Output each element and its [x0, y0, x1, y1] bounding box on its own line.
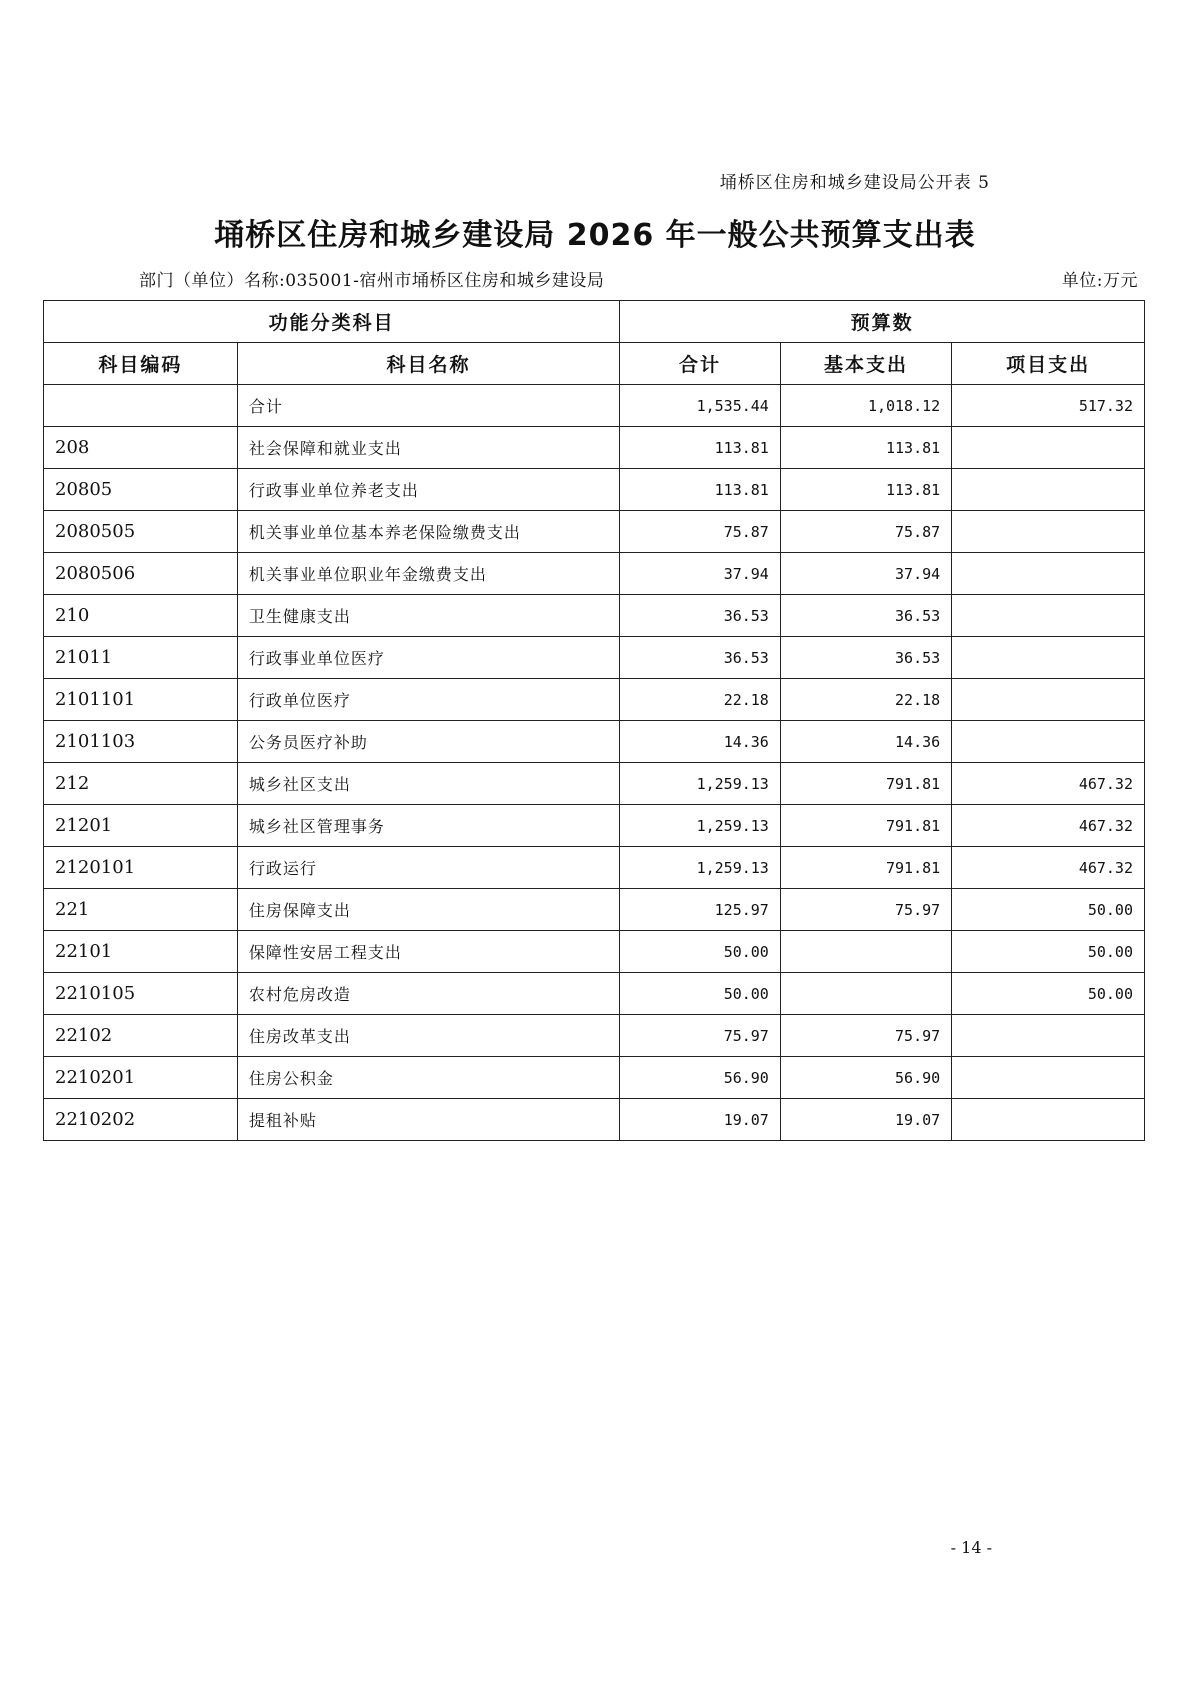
table-row: [44, 1099, 1145, 1141]
table-row: [44, 427, 1145, 469]
name-cell: 公务员医疗补助: [237, 721, 619, 763]
total-cell: 22.18: [620, 679, 781, 721]
code-cell: 20805: [44, 469, 238, 511]
total-cell: 14.36: [620, 721, 781, 763]
table-body: [44, 385, 1145, 1141]
total-column-header: 合计: [620, 343, 781, 385]
code-cell: 2101101: [44, 679, 238, 721]
basic-cell: 56.90: [780, 1057, 951, 1099]
code-cell: 2101103: [44, 721, 238, 763]
table-row: [44, 889, 1145, 931]
project-cell: [952, 1057, 1145, 1099]
table-row: [44, 637, 1145, 679]
column-header-row: [44, 343, 1145, 385]
name-cell: 提租补贴: [237, 1099, 619, 1141]
project-cell: [952, 553, 1145, 595]
code-cell: 21201: [44, 805, 238, 847]
code-cell: 212: [44, 763, 238, 805]
table-row: [44, 721, 1145, 763]
table-row: [44, 973, 1145, 1015]
name-cell: 住房公积金: [237, 1057, 619, 1099]
name-cell: 保障性安居工程支出: [237, 931, 619, 973]
budget-group-header: 预算数: [620, 301, 1145, 343]
total-cell: 113.81: [620, 427, 781, 469]
basic-cell: 113.81: [780, 427, 951, 469]
total-cell: 75.87: [620, 511, 781, 553]
project-cell: 50.00: [952, 931, 1145, 973]
basic-cell: [780, 931, 951, 973]
code-cell: 2210201: [44, 1057, 238, 1099]
code-cell: 221: [44, 889, 238, 931]
name-cell: 行政事业单位医疗: [237, 637, 619, 679]
project-cell: 467.32: [952, 805, 1145, 847]
total-cell: 125.97: [620, 889, 781, 931]
total-cell: 56.90: [620, 1057, 781, 1099]
name-cell: 城乡社区管理事务: [237, 805, 619, 847]
name-cell: 行政单位医疗: [237, 679, 619, 721]
name-cell: 住房保障支出: [237, 889, 619, 931]
name-cell: 卫生健康支出: [237, 595, 619, 637]
table-row: [44, 553, 1145, 595]
total-cell: 19.07: [620, 1099, 781, 1141]
project-cell: 517.32: [952, 385, 1145, 427]
code-cell: 22101: [44, 931, 238, 973]
project-cell: [952, 721, 1145, 763]
group-header-row: [44, 301, 1145, 343]
name-cell: 行政事业单位养老支出: [237, 469, 619, 511]
table-row: [44, 847, 1145, 889]
project-cell: [952, 1099, 1145, 1141]
code-cell: 2120101: [44, 847, 238, 889]
project-cell: [952, 469, 1145, 511]
name-cell: 合计: [237, 385, 619, 427]
basic-cell: 37.94: [780, 553, 951, 595]
code-cell: 2080505: [44, 511, 238, 553]
total-cell: 1,259.13: [620, 805, 781, 847]
basic-cell: 36.53: [780, 595, 951, 637]
project-cell: [952, 1015, 1145, 1057]
name-cell: 行政运行: [237, 847, 619, 889]
page-number: - 14 -: [950, 1538, 992, 1557]
name-cell: 机关事业单位基本养老保险缴费支出: [237, 511, 619, 553]
basic-cell: 75.97: [780, 889, 951, 931]
project-cell: [952, 679, 1145, 721]
total-cell: 1,259.13: [620, 763, 781, 805]
table-row: [44, 511, 1145, 553]
basic-cell: 791.81: [780, 847, 951, 889]
project-column-header: 项目支出: [952, 343, 1145, 385]
name-column-header: 科目名称: [237, 343, 619, 385]
total-cell: 1,259.13: [620, 847, 781, 889]
project-cell: [952, 637, 1145, 679]
code-cell: 2210105: [44, 973, 238, 1015]
name-cell: 城乡社区支出: [237, 763, 619, 805]
total-cell: 50.00: [620, 973, 781, 1015]
form-reference: 埇桥区住房和城乡建设局公开表 5: [719, 173, 990, 193]
basic-column-header: 基本支出: [780, 343, 951, 385]
table-row: [44, 1057, 1145, 1099]
basic-cell: 791.81: [780, 763, 951, 805]
code-cell: 208: [44, 427, 238, 469]
name-cell: 住房改革支出: [237, 1015, 619, 1057]
project-cell: [952, 511, 1145, 553]
basic-cell: 113.81: [780, 469, 951, 511]
table-row: [44, 385, 1145, 427]
basic-cell: 791.81: [780, 805, 951, 847]
unit-label: 单位:万元: [1061, 271, 1138, 291]
table-row: [44, 1015, 1145, 1057]
total-cell: 36.53: [620, 637, 781, 679]
project-cell: 467.32: [952, 763, 1145, 805]
document-title: 埇桥区住房和城乡建设局 2026 年一般公共预算支出表: [214, 218, 976, 253]
basic-cell: 1,018.12: [780, 385, 951, 427]
basic-cell: 36.53: [780, 637, 951, 679]
code-cell: 21011: [44, 637, 238, 679]
basic-cell: 19.07: [780, 1099, 951, 1141]
project-cell: [952, 595, 1145, 637]
total-cell: 50.00: [620, 931, 781, 973]
total-cell: 75.97: [620, 1015, 781, 1057]
table-row: [44, 469, 1145, 511]
department-label: 部门（单位）名称:035001-宿州市埇桥区住房和城乡建设局: [139, 271, 605, 291]
table-row: [44, 763, 1145, 805]
project-cell: [952, 427, 1145, 469]
code-cell: 22102: [44, 1015, 238, 1057]
function-group-header: 功能分类科目: [44, 301, 620, 343]
project-cell: 50.00: [952, 889, 1145, 931]
name-cell: 社会保障和就业支出: [237, 427, 619, 469]
total-cell: 37.94: [620, 553, 781, 595]
project-cell: 50.00: [952, 973, 1145, 1015]
total-cell: 1,535.44: [620, 385, 781, 427]
code-cell: 2210202: [44, 1099, 238, 1141]
basic-cell: 14.36: [780, 721, 951, 763]
code-column-header: 科目编码: [44, 343, 238, 385]
table-row: [44, 595, 1145, 637]
basic-cell: 22.18: [780, 679, 951, 721]
name-cell: 农村危房改造: [237, 973, 619, 1015]
basic-cell: 75.97: [780, 1015, 951, 1057]
table-row: [44, 679, 1145, 721]
code-cell: 2080506: [44, 553, 238, 595]
name-cell: 机关事业单位职业年金缴费支出: [237, 553, 619, 595]
table-row: [44, 805, 1145, 847]
total-cell: 36.53: [620, 595, 781, 637]
table-header: [44, 301, 1145, 385]
code-cell: 210: [44, 595, 238, 637]
basic-cell: [780, 973, 951, 1015]
code-cell: [44, 385, 238, 427]
total-cell: 113.81: [620, 469, 781, 511]
budget-table: [43, 300, 1145, 1141]
table-row: [44, 931, 1145, 973]
basic-cell: 75.87: [780, 511, 951, 553]
project-cell: 467.32: [952, 847, 1145, 889]
